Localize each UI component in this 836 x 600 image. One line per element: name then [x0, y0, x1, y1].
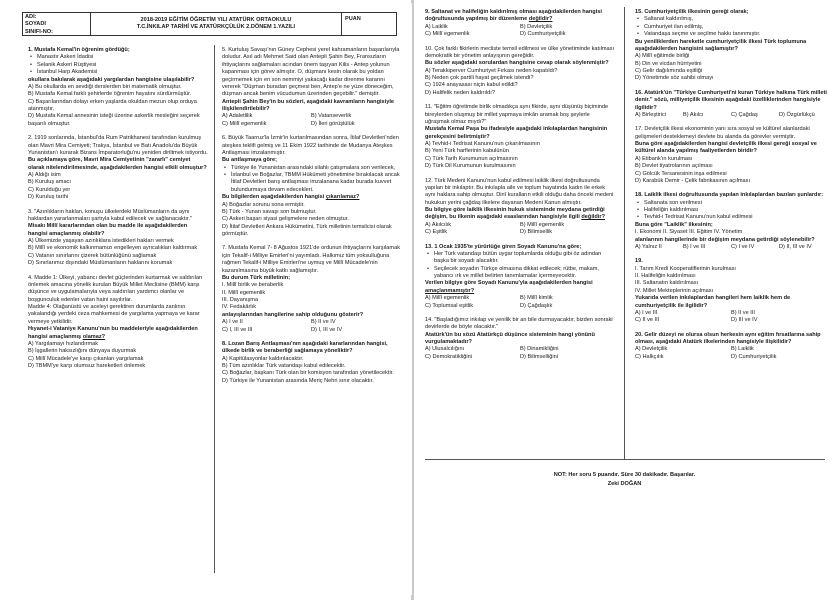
exam-page-left — [2, 3, 412, 595]
option-c[interactable]: C) Halkçılık — [635, 353, 664, 360]
question-stem: 18. Laiklik ilkesi doğrultusunda yapılan inkılaplardan bazıları şunlardır: — [635, 192, 824, 199]
list-item: • İstanbul ve Boğazlar, TBMM Hükümeti yönetimine bırakılacak ancak İtilaf Devletleri barış antlaşması imzalanana kadar burada kuvvet bulundurmaya devam edecekleri. — [224, 172, 400, 194]
question-prompt: Mustafa Kemal Paşa bu ifadesiyle aşağıdaki inkılaplardan hangisinin gerekçesini belirtmiştir? — [425, 126, 608, 140]
question-stem: 20. Gelir düzeyi ne olursa olsun herkesin aynı eğitim fırsatlarına sahip olması, aşağıdaki Atatürk ilkelerinden hangisiyle ilişkilidir? — [635, 331, 821, 345]
option-row — [635, 112, 827, 119]
list-item: IV. Millet Mekteplerinin açılması — [635, 287, 714, 294]
question-prompt: Buna göre aşağıdakilerden hangisi devletçilik ilkesi gereği sosyal ve kültürel alanda yapılmış faaliyetlerden biridir? — [635, 141, 817, 155]
exam-header — [22, 12, 397, 36]
option-b[interactable]: B) Din ve vicdan hürriyetini — [635, 60, 702, 67]
question-stem: 5. Kurtuluş Savaşı'nın Güney Cephesi yerel kahramanların başarılarıyla doludur. Asıl adı Mehmet Said olan Antepli Şahin Bey, Fransızların ihtiyaçlarını sağlamaları acından önem taşıyan Kilis - Antep yolunun kapanması için görev almıştır. O, düşmanı kesin olarak bu yoldan geçirmemek için en son nemmiyi yakacağı kadar direnme kararını vererek "Düşman buradan geçmesi ben, Antep'e ne yüze döneceğim, düşman ancak benim vücudumun üzerinden geçebilir." demiştir. — [222, 47, 400, 98]
question-stem: 17. Devletçilik ilkesi ekonominin yanı sıra sosyal ve kültürel alanlardaki gelişmeleri desteklemeyi devlete bu alanda da görevler vermiştir. — [635, 126, 810, 140]
question-stem: 2. 1919 sonlarında, İstanbul'da Rum Patrikhanesi tarafından kurulmuş olan Mavri Mira Cemiyeti; Trakya, İstanbul ve Batı Anadolu'da Büyük Yunanistan'ı kurarak Bizans İmparatorluğu'nu yeniden diriltmek istiyordu. — [28, 135, 208, 156]
question-stem: 12. Türk Medeni Kanunu'nun kabul edilmesi laiklik ilkesi doğrultusunda yapılan bir inkılaptır. Bu inkılapla aile ve toplum hayatında kadın ile erkek aynı haklara sahip olmuştur. Dinî kuralların etkili olduğu daha önceki medeni hukukun yerini çağdaş ilkelere dayanan Medeni Kanun almıştır. — [425, 177, 614, 206]
student-info-box — [23, 13, 91, 35]
option-row — [635, 244, 827, 251]
option-c[interactable]: C) Toplumsal eşitlik — [425, 302, 474, 309]
option-c[interactable]: C) II ve III — [635, 317, 660, 324]
question-prompt: anlayışlarından hangilerine sahip olduğunu gösterir? — [222, 311, 364, 318]
option-d[interactable]: D) Bilimselliğini — [520, 353, 558, 360]
footer-divider — [425, 459, 825, 460]
option-c[interactable]: C) Türk Tarih Kurumunun açılmasının — [425, 155, 518, 162]
question-stem: 13. 1 Ocak 1935'te yürürlüğe giren Soyadı Kanunu'na göre; — [425, 243, 582, 250]
question-prompt: Bu sözler aşağıdaki sorulardan hangisine cevap olarak söylenmiştir? — [425, 60, 609, 67]
list-item: I. Tarım Kredi Kooperatiflerinin kurulması — [635, 265, 736, 272]
option-b[interactable]: B) II ve III — [731, 309, 755, 316]
question-stem: 7. Mustafa Kemal 7- 8 Ağustos 1921'de ordunun ihtiyaçlarını karşılamak için Tekalif-i Milliye Emirleri'ni yayımladı. Halkımız tüm yoksulluğuna rağmen Tekalif-i Milliye Emirleri'ne uymuş ve Millî Mücadele'nin kazanılmasına büyük katkı sağlamıştır. — [222, 245, 400, 274]
question-stem: 6. Büyük Taarruz'la İzmir'in kurtarılmasından sonra, İtilaf Devletleri'nden ateşkes teklifi gelmiş ve 11 Ekim 1922 tarihinde de Mudanya Ateşkes Antlaşması imzalanmıştır. — [222, 135, 399, 156]
option-row — [425, 346, 615, 353]
option-b[interactable]: B) Türk - Yunan savaşı son bulmuştur. — [222, 208, 317, 215]
option-d[interactable]: D) Kuruluş tarihi — [28, 194, 69, 201]
question-8 — [222, 341, 400, 385]
option-d[interactable]: D) I, III ve IV — [311, 326, 343, 333]
question-prompt — [28, 326, 208, 341]
option-d[interactable]: D) Özgürlükçü — [779, 111, 815, 118]
question-prompt — [222, 194, 400, 201]
option-d[interactable]: D) Cumhuriyetçilik — [520, 31, 566, 38]
option-row — [222, 113, 400, 120]
option-a[interactable]: A) Kapitülasyonlar kaldırılacaktır. — [222, 355, 304, 362]
option-b[interactable]: B) İşgallerin haksızlığını dünyaya duyurmak — [28, 348, 137, 355]
option-row — [222, 319, 400, 326]
question-prompt-text: Verilen bilgiye göre Soyadı Kanunu'yla aşağıdakilerden hangisi — [425, 280, 593, 287]
option-a[interactable]: A) Boğazlar sorunu sona ermiştir. — [222, 201, 305, 208]
option-a[interactable]: A) Yalnız II — [635, 243, 662, 250]
option-b[interactable]: B) Millî kimlik — [520, 295, 553, 302]
question-stem: 14. "Başladığımız inkılap ve yenilik bir an bile durmayacaktır, bizden sonraki devirlerde de böyle olacaktır." — [425, 316, 613, 331]
option-d[interactable]: D) İleri görüşlülük — [311, 120, 355, 127]
option-a[interactable]: A) Yargılamayı hızlandırmak — [28, 340, 99, 347]
option-d[interactable]: D) Bilimsellik — [520, 229, 553, 236]
option-c[interactable]: C) Gelir dağılımında eşitliği — [635, 68, 703, 74]
question-9 — [425, 9, 615, 39]
question-items — [28, 54, 208, 76]
question-1 — [28, 47, 208, 128]
option-row — [222, 327, 400, 334]
question-lead: Bu antlaşmaya göre; — [222, 157, 278, 164]
option-b[interactable]: B) Tüm azınlıklar Türk vatandaşı kabul edilecektir. — [222, 363, 346, 369]
option-c[interactable]: C) Millî egemenlik — [425, 31, 470, 38]
exam-title-line1: 2018-2019 EĞİTİM ÖĞRETİM YILI ATATÜRK ORTAOKULU — [140, 17, 292, 23]
question-6 — [222, 135, 400, 238]
question-prompt — [425, 207, 615, 222]
column-2 — [222, 47, 400, 392]
option-d[interactable]: D) III ve IV — [731, 317, 758, 324]
exam-title-line2: T.C.İNKILAP TARİHİ VE ATATÜRKÇÜLÜK 2.DÖNEM 1.YAZILI — [136, 24, 296, 30]
question-stem-negation: değildir? — [528, 16, 553, 23]
question-stem: 4. Madde 1: Ülkeyi, yabancı devlet güçlerinden kurtarmak ve saldırıları önlemek amacına yönelik kurulan Büyük Millet Meclisine (BMM) karşı düşünce ve uygulamalarıyla veya saldırıları yardımcı olanlar ve boşgunculuk edenler vatan haini sayılırlar. — [28, 274, 203, 303]
question-article-4: Madde 4: Olağanüstü ve aceleyi gerektiren durumlarda zanlının yakalandığı yerdeki ceza mahkemesi de yargılama yapmaya ve karar vermeye yetkilidir. — [28, 304, 200, 325]
list-item: • Vatandaşa seçme ve seçilme hakkı tanınmıştır. — [637, 31, 827, 38]
teacher-name: Zeki DOĞAN — [607, 481, 642, 487]
question-prompt-negation: çıkarılamaz? — [325, 194, 360, 201]
option-d[interactable]: D) Çağdaşlık — [520, 302, 553, 309]
option-b[interactable]: B) Kuruluş amacı — [28, 179, 71, 186]
question-stem: 3. "Azınlıkların haklan, konuşu ülkelerdeki Müslümanların da aynı haklardan yararlanmaları şartıyla kabul edilecek ve sağlanacaktır." — [28, 208, 192, 222]
question-16 — [635, 90, 827, 120]
question-stem: 11. "Eğitim öğretimde birlik olmadıkça aynı fikirde, aynı düşünüş biçiminde bireylerden oluşmuş bir millet yapmaya imkân aramak boş şeylerle uğraşmak olmaz mıydı?" — [425, 104, 609, 125]
option-b[interactable]: B) Akılcı — [683, 111, 704, 118]
column-divider — [214, 45, 215, 573]
option-d[interactable]: D) Türk Dil Kurumunun kurulmasının — [425, 163, 516, 170]
option-row — [425, 295, 615, 302]
option-b[interactable]: B) Laiklik — [731, 346, 754, 353]
option-b[interactable]: B) Devletçilik — [520, 23, 553, 30]
option-c[interactable]: C) I, III ve III — [222, 326, 253, 333]
option-a[interactable]: A) Birleştirici — [635, 111, 667, 118]
question-prompt-negation: olamaz? — [82, 333, 106, 340]
option-a[interactable]: A) Bu okullarda en sevdiği derslerden biri matematik olmuştur. — [28, 83, 182, 90]
question-areas: I. Ekonomi II. Siyaset III. Eğitim IV. Yönetim — [635, 229, 743, 236]
question-18 — [635, 192, 827, 251]
exam-footer — [415, 471, 834, 489]
option-b[interactable]: B) Yeni Türk harflerinin kabulünün — [425, 148, 509, 155]
option-c[interactable]: C) Çağdaş — [731, 111, 758, 118]
question-items — [222, 165, 400, 195]
option-d[interactable]: D) Türkiye ile Yunanistan arasında Meriç Nehri sınır olacaktır. — [222, 377, 374, 384]
option-a[interactable]: A) I ve II — [222, 319, 243, 326]
column-1 — [28, 47, 208, 377]
list-item: • Türkiye ile Yunanistan arasındaki silahlı çatışmalara son verilecek, — [224, 165, 400, 172]
question-stem: 8. Lozan Barış Antlaşması'nın aşağıdaki kararlarından hangisi, ülkede birlik ve beraberliği sağlamaya yöneliktir? — [222, 340, 388, 355]
question-items — [635, 200, 827, 222]
question-prompt: Bu yeniliklerden hareketle cumhuriyetçilik ilkesi Türk toplumuna aşağıdakilerden hangisini sağlamıştır? — [635, 38, 807, 52]
option-d[interactable]: D) Mustafa Kemal annesinin isteği üzerine askerlik mesleğini seçerek başarılı olmuştur. — [28, 113, 200, 127]
list-item: • Her Türk vatandaşı bütün uygar toplumlarda olduğu gibi öz adından başka bir soyadı alacaktır. — [427, 251, 615, 266]
list-item: • Selanik Askeri Rüştiyesi — [30, 62, 208, 69]
question-stem: 16. Atatürk'ün "Türkiye Cumhuriyeti'ni kuran Türkiye halkına Türk milleti denir." sözü, milliyetçilik ilkesinin aşağıdaki özelliklerinden hangisiyle ilgilidir? — [635, 89, 827, 111]
list-item: III. Saltanatın kaldırılması — [635, 280, 699, 287]
option-row — [635, 310, 827, 317]
option-c[interactable]: C) Kurulduğu yer — [28, 186, 71, 193]
option-a[interactable]: A) Etibank'ın kurulması — [635, 155, 693, 162]
surname-label[interactable]: SOYADI — [25, 21, 46, 28]
option-c[interactable]: C) Demokratikliğini — [425, 353, 472, 360]
option-c[interactable]: C) Vatanın sınırlarını çizerek bütünlüğünü sağlamak — [28, 252, 157, 259]
option-a[interactable]: A) Adaletlilik — [222, 113, 253, 120]
option-a[interactable]: A) Akılcılık — [425, 221, 452, 228]
option-c[interactable]: C) Askeri başarı siyasi gelişmelere neden olmuştur. — [222, 216, 349, 223]
question-7 — [222, 245, 400, 334]
option-row — [425, 24, 615, 31]
question-11 — [425, 104, 615, 170]
option-a[interactable]: A) Millî eğitimde birliği — [635, 53, 690, 60]
option-c[interactable]: C) Boğazlar, başkanı Türk olan bir komisyon tarafından yönetilecektir. — [222, 370, 394, 377]
question-prompt: Antepli Şahin Bey'in bu sözleri, aşağıdaki kavramların hangisiyle ilişkilendirilebilir? — [222, 98, 394, 112]
question-prompt-negation: değildir? — [581, 214, 605, 221]
question-19 — [635, 258, 827, 324]
option-a[interactable]: A) Ülkemizde yaşayan azınlıklara istedikleri hakları vermek — [28, 238, 174, 244]
list-item: • Saltanata son verilmesi — [637, 200, 827, 207]
exam-page-right — [415, 3, 834, 595]
option-b[interactable]: B) I ve III — [683, 243, 706, 250]
question-14 — [425, 317, 615, 361]
option-a[interactable]: A) Devletçilik — [635, 346, 668, 353]
list-item: • Tevhid-i Tedrisat Kanunu'nun kabul edilmesi — [637, 214, 827, 221]
option-a[interactable]: A) I ve III — [635, 309, 658, 316]
question-4 — [28, 275, 208, 371]
option-row — [635, 354, 827, 361]
option-c[interactable]: C) I ve IV — [731, 243, 755, 250]
question-3 — [28, 209, 208, 268]
option-row — [635, 317, 827, 324]
option-a[interactable]: A) Aldığı isim — [28, 172, 61, 178]
footer-note: NOT: Her soru 5 puandır. Süre 30 dakikadır. Başarılar. — [553, 472, 696, 478]
list-item: • Halifeliğin kaldırılması — [637, 207, 827, 214]
question-prompt-text: Hıyanet-i Vataniye Kanunu'nun bu maddeleriyle aşağıdakilerden hangisi amaçlanmış — [28, 326, 198, 340]
column-divider — [624, 7, 625, 459]
score-box[interactable] — [342, 13, 396, 35]
option-d[interactable]: D) Sınırlarımız dışındaki Müslümanların haklarını korumak — [28, 260, 173, 267]
list-item: III. Dayanışma — [222, 297, 259, 303]
question-prompt-text: Bu bilgiye göre laiklik ilkesinin hukuk sisteminde meydana getirdiği değişim, bu ilkenin aşağıdaki esaslarından hangisiyle ilgili — [425, 207, 605, 221]
option-row — [425, 229, 615, 236]
question-5 — [222, 47, 400, 128]
option-row — [635, 346, 827, 353]
question-prompt: Yukarıda verilen inkılaplardan hangileri hem laiklik hem de cumhuriyetçilik ile ilgilidir? — [635, 295, 791, 309]
list-item: • Manastır Askeri İdadisi — [30, 54, 208, 61]
question-stem: 10. Çok farklı fikirlerin mecliste temsil edilmesi ve ülke yönetiminde katılması demokratik bir yönetim anlayışının gereğidir. — [425, 45, 615, 59]
option-c[interactable]: C) Millî egemenlik — [222, 120, 267, 127]
question-prompt: okullara bakılarak aşağıdaki yargılardan hangisine ulaşılabilir? — [28, 76, 195, 83]
option-c[interactable]: C) Eşitlik — [425, 229, 448, 236]
option-b[interactable]: B) II ve IV — [311, 319, 336, 326]
list-item: IV. Fedakârlık — [222, 304, 256, 311]
score-label: PUAN — [345, 16, 361, 22]
option-row — [222, 121, 400, 128]
question-prompt — [425, 280, 615, 295]
option-c[interactable]: C) Başarılarından dolayı erken yaşlarda okuldan mezun olup orduya atanmıştır. — [28, 98, 197, 112]
question-items — [635, 16, 827, 38]
option-c[interactable]: C) Gölcük Tersanesinin inşa edilmesi — [635, 170, 727, 177]
list-item: • Seçilecek soyadın Türkçe olmasına dikkat edilecek; rütbe, makam, yabancı ırk ve millet belirten tanımlamalar içermeyecektir. — [427, 266, 615, 281]
option-d[interactable]: D) II, III ve IV — [779, 243, 812, 250]
question-prompt: Atatürk'ün bu sözü Atatürkçü düşünce sisteminin hangi yönünü vurgulamaktadır? — [425, 331, 595, 345]
question-prompt: Misakı Millî kararlarından olan bu madde ile aşağıdakilerden hangisi amaçlanmış olabilir? — [28, 223, 188, 237]
question-13 — [425, 244, 615, 310]
question-stem: 1. Mustafa Kemal'in öğrenim gördüğü; — [28, 47, 130, 53]
question-prompt-text: Bu bilgilerden aşağıdakilerden hangisi — [222, 194, 326, 201]
option-b[interactable]: B) Millî egemenlik — [520, 221, 565, 228]
option-row — [425, 31, 615, 38]
question-15 — [635, 9, 827, 83]
question-17 — [635, 126, 827, 185]
list-item: I. Millî birlik ve beraberlik — [222, 282, 284, 289]
question-stem: 19. — [635, 258, 643, 265]
option-a[interactable]: A) Ulusalcılığını — [425, 346, 465, 353]
option-b[interactable]: B) Dinamikliğini — [520, 346, 559, 353]
option-c[interactable]: C) Millî Mücadele'ye karşı çıkanları yargılamak — [28, 355, 144, 362]
question-10 — [425, 46, 615, 98]
option-a[interactable]: A) Tevhid-i Tedrisat Kanunu'nun çıkarılmasının — [425, 141, 540, 147]
question-20 — [635, 332, 827, 362]
option-a[interactable]: A) Laiklik — [425, 23, 448, 30]
list-item: II. Halifeliğin kaldırılması — [635, 273, 696, 279]
name-label[interactable]: ADI: — [25, 14, 37, 20]
exam-title — [91, 13, 342, 35]
question-stem-text: 9. Saltanat ve halifeliğin kaldırılmış olması aşağıdakilerden hangisi doğrultusunda yapılmış bir düzenleme — [425, 9, 602, 23]
class-number-label[interactable]: SINIFI-NO: — [25, 28, 53, 35]
list-item: • Cumhuriyet ilan edilmiş, — [637, 24, 827, 31]
question-lead: Bu durum Türk milletinin; — [222, 274, 291, 281]
option-d[interactable]: D) Halifelik neden kaldırıldı? — [425, 89, 495, 96]
column-4 — [635, 9, 827, 368]
option-b[interactable]: B) Vatanseverlik — [311, 113, 352, 120]
question-prompt: alanlarının hangilerinde bir değişim meydana getirdiği söylenebilir? — [635, 236, 815, 243]
option-b[interactable]: B) Millî ve ekonomik kalkınmamızı engelleyen ayrıcalıkları kaldırmak — [28, 245, 198, 252]
question-2 — [28, 135, 208, 201]
option-c[interactable]: C) 1924 anayasası niçin kabul edildi? — [425, 82, 518, 89]
question-prompt: Bu açıklamaya göre, Mavri Mira Cemiyetinin "zararlı" cemiyet olarak nitelendirilmesinde, aşağıdakilerden hangisi etkili olmuştur? — [28, 157, 207, 171]
option-b[interactable]: B) Devlet tiyatrolarının açılması — [635, 163, 713, 170]
question-stem: 15. Cumhuriyetçilik ilkesinin gereği olarak; — [635, 9, 749, 15]
list-item: • Saltanat kaldırılmış, — [637, 16, 827, 23]
option-a[interactable]: A) Terakkiperver Cumhuriyet Fırkası neden kapatıldı? — [425, 67, 558, 74]
question-items — [425, 251, 615, 281]
question-prompt-negation: amaçlanmamıştır? — [425, 287, 475, 294]
list-item: • İstanbul Harp Akademisi — [30, 69, 208, 76]
option-d[interactable]: D) Yönetimde söz sahibi olmayı — [635, 75, 714, 82]
column-3 — [425, 9, 615, 368]
option-row — [425, 354, 615, 361]
option-d[interactable]: D) İtilaf Devletleri Ankara Hükümetini, Türk milletinin temsilcisi olarak görmüştür. — [222, 223, 392, 237]
option-a[interactable]: A) Millî egemenlik — [425, 295, 470, 302]
question-lead: Buna göre "Laiklik" ilkesinin; — [635, 221, 713, 228]
option-d[interactable]: D) Karabük Demir - Çelik fabrikasının açılması — [635, 177, 751, 184]
list-item: II. Millî egemenlik — [222, 289, 266, 296]
option-b[interactable]: B) Neden çok partili hayat geçilmek istendi? — [425, 75, 534, 81]
question-stem — [425, 9, 615, 24]
option-b[interactable]: B) Mustafa Kemal farklı şehirlerde öğrenim hayatını sürdürmüştür. — [28, 91, 192, 98]
option-row — [425, 222, 615, 229]
option-d[interactable]: D) Cumhuriyetçilik — [731, 353, 777, 360]
option-d[interactable]: D) TBMM'ye karşı olumsuz hareketleri önlemek — [28, 363, 146, 369]
question-12 — [425, 178, 615, 237]
option-row — [425, 303, 615, 310]
